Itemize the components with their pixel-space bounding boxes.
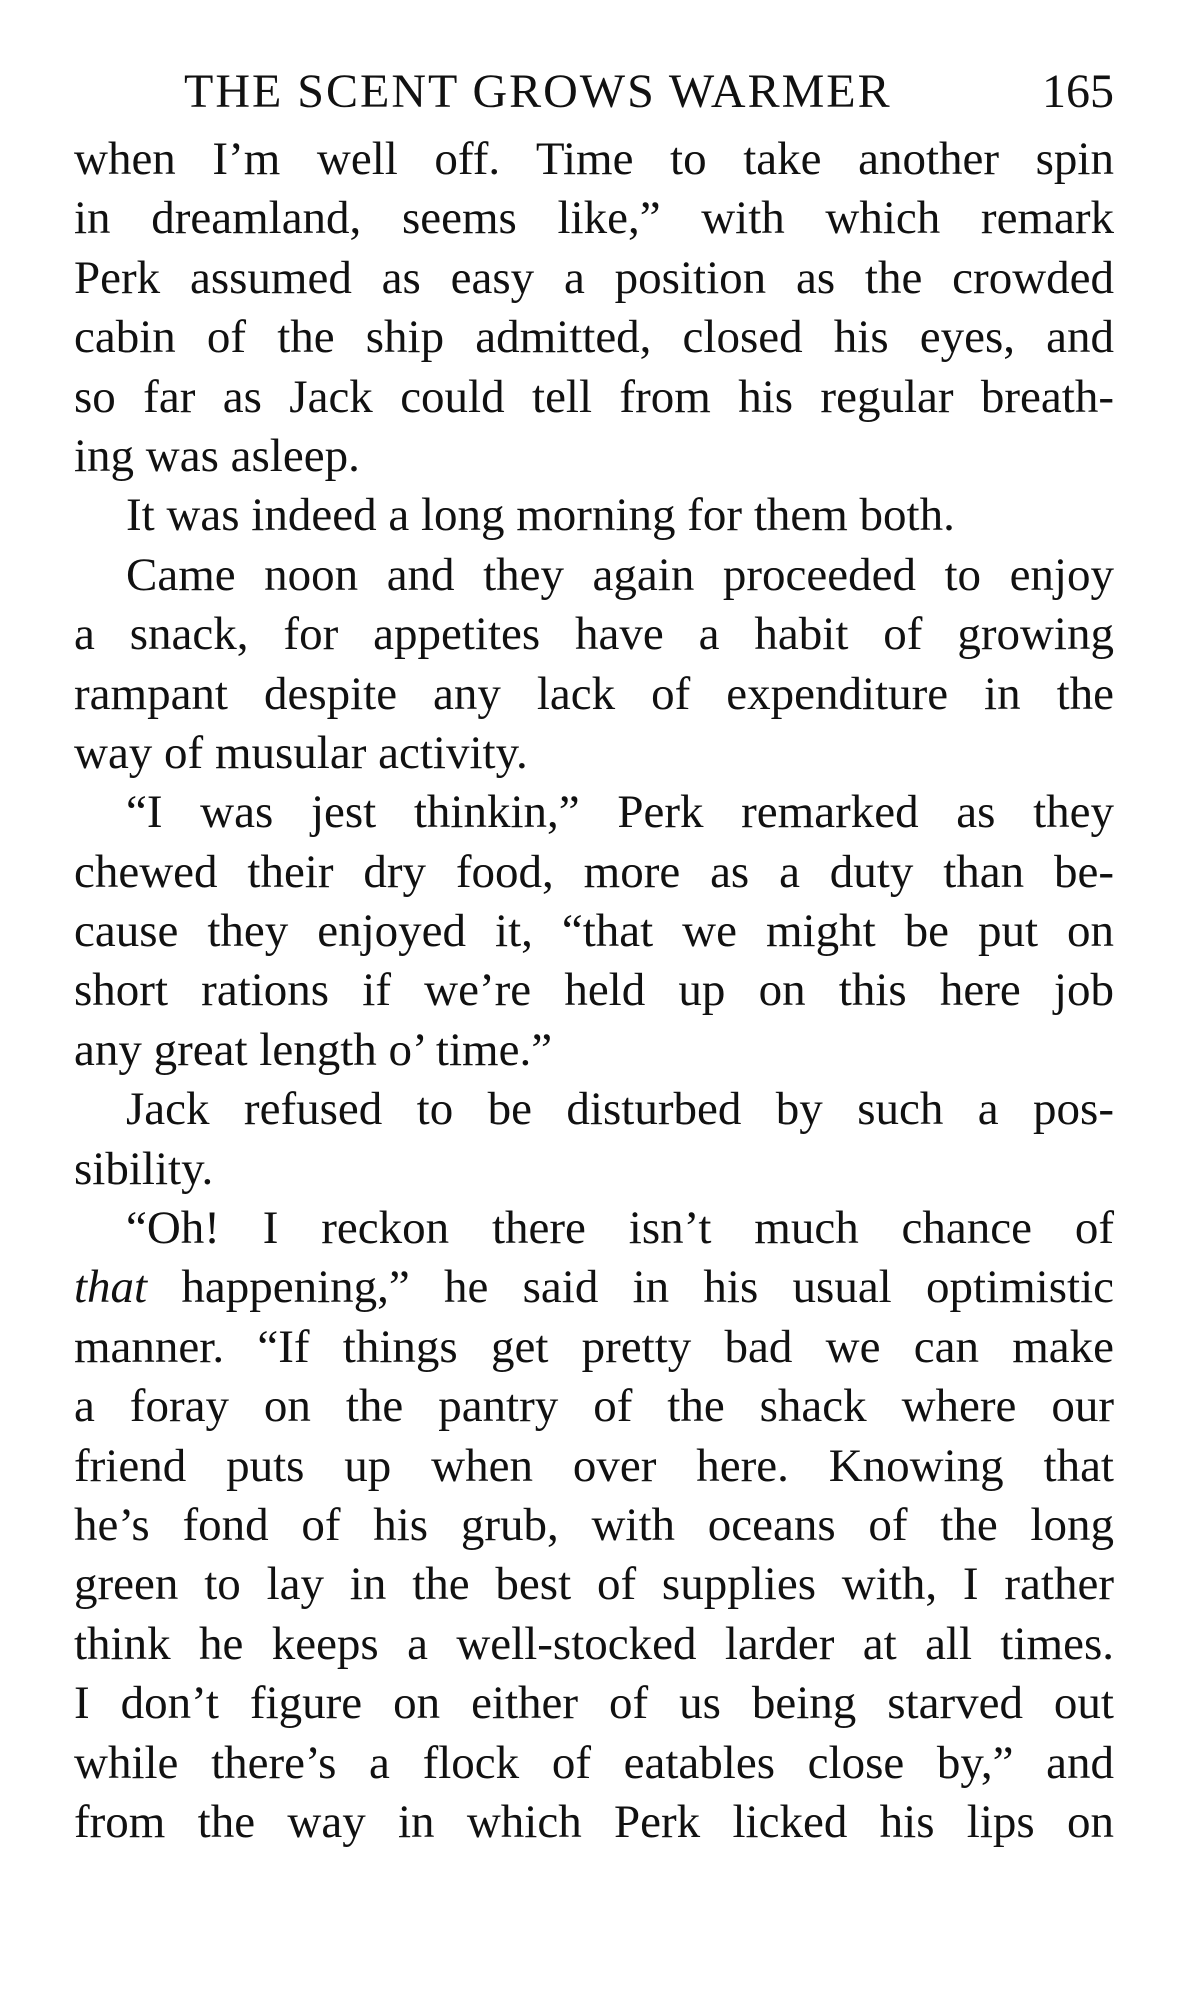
text-line [74,249,1114,308]
line-text: “Oh! I reckon there isn’t much chance of [126,1202,1114,1255]
text-line [74,783,1114,842]
running-title: THE SCENT GROWS WARMER [184,65,892,118]
line-text: Jack refused to be disturbed by such a pos- [126,1083,1114,1136]
text-line [74,427,1114,486]
text-line [74,1555,1114,1614]
line-text: rampant despite any lack of expenditure in the [74,667,1114,720]
line-text: sibility. [74,1142,214,1195]
text-line [74,1793,1114,1852]
text-line [74,130,1114,189]
line-text: “I was jest thinkin,” Perk remarked as they [126,786,1114,839]
line-text: think he keeps a well-stocked larder at all times. [74,1617,1114,1670]
text-line [74,1437,1114,1496]
line-text: when I’m well off. Time to take another spin [74,133,1114,185]
page-number: 165 [1042,65,1114,118]
text-line [74,902,1114,961]
line-text: from the way in which Perk licked his lips on [74,1795,1114,1848]
line-text: way of musular activity. [74,726,528,779]
body-text [74,130,1114,1852]
line-text: ing was asleep. [74,429,360,482]
line-text: It was indeed a long morning for them both. [126,489,955,542]
text-line [74,1080,1114,1139]
line-text: green to lay in the best of supplies with, I rather [74,1558,1114,1611]
line-text: he’s fond of his grub, with oceans of the long [74,1498,1114,1551]
text-line [74,961,1114,1020]
text-line [74,308,1114,367]
text-line [74,1318,1114,1377]
line-text: any great length o’ time.” [74,1023,553,1076]
running-head [74,62,1114,124]
text-line [74,1674,1114,1733]
text-line [74,1377,1114,1436]
text-line [74,605,1114,664]
line-text: Perk assumed as easy a position as the crowded [74,251,1114,304]
text-line [74,486,1114,545]
line-text: happening,” he said in his usual optimistic [147,1261,1114,1314]
text-line [74,368,1114,427]
line-text: Came noon and they again proceeded to enjoy [126,548,1114,601]
line-text: friend puts up when over here. Knowing that [74,1439,1114,1492]
line-text: in dreamland, seems like,” with which remark [74,192,1114,245]
text-line [74,1140,1114,1199]
line-text: short rations if we’re held up on this here job [74,964,1114,1017]
line-text: cabin of the ship admitted, closed his eyes, and [74,311,1114,364]
text-line [74,724,1114,783]
line-text: manner. “If things get pretty bad we can make [74,1320,1114,1373]
line-text: I don’t figure on either of us being starved out [74,1677,1114,1730]
text-line [74,1258,1114,1317]
text-line [74,1199,1114,1258]
line-text: a snack, for appetites have a habit of growing [74,608,1114,661]
text-line [74,1615,1114,1674]
text-line [74,665,1114,724]
line-text: cause they enjoyed it, “that we might be put on [74,905,1114,958]
book-page [74,62,1114,1852]
text-line [74,843,1114,902]
text-line [74,1021,1114,1080]
line-text: while there’s a flock of eatables close by,” and [74,1736,1114,1789]
italic-word: that [74,1261,148,1314]
text-line [74,546,1114,605]
line-text: so far as Jack could tell from his regular breath- [74,370,1114,423]
text-line [74,1734,1114,1793]
text-line [74,1496,1114,1555]
line-text: chewed their dry food, more as a duty than be- [74,845,1114,898]
line-text: a foray on the pantry of the shack where our [74,1380,1114,1433]
text-line [74,189,1114,248]
